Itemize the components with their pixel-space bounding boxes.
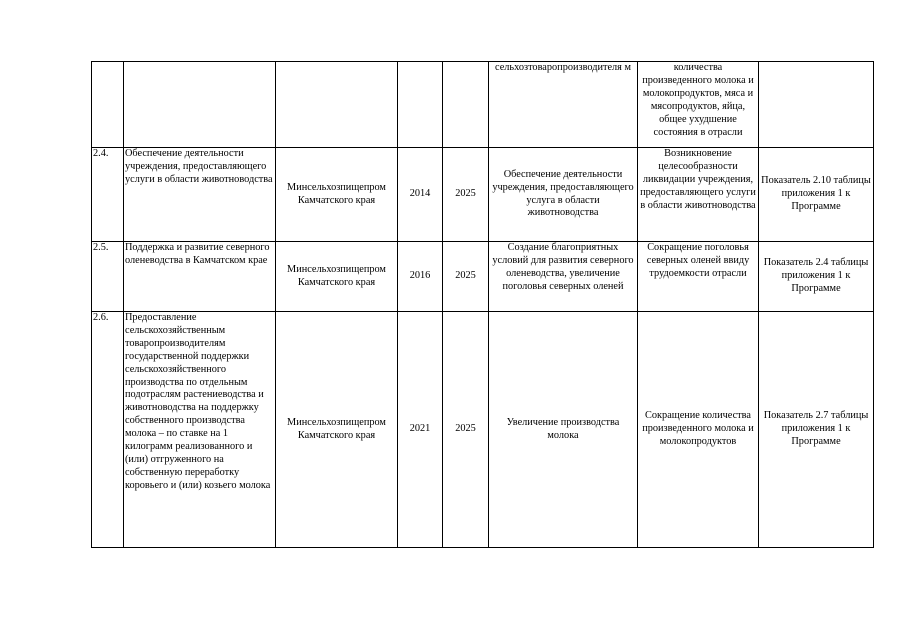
measure-name-cell: Предоставление сельскохозяйственным товаропроизводителям государственной поддержки сельскохозяйственного производства по отдельным подотраслям растениеводства и животноводства на поддержку собственного производства молока – по ставке на 1 килограмм реализованного и (или) отгруженного на собственную переработку коровьего и (или) козьего молока	[124, 312, 276, 548]
consequence-cell: Сокращение количества произведенного молока и молокопродуктов	[638, 312, 759, 548]
row-number-cell: 2.4.	[92, 148, 124, 242]
table-row	[92, 62, 874, 148]
measure-name-cell: Поддержка и развитие северного оленеводства в Камчатском крае	[124, 242, 276, 312]
table-row	[92, 312, 874, 548]
executor-cell: Минсельхозпищепром Камчатского края	[276, 242, 398, 312]
measure-name-cell: Обеспечение деятельности учреждения, предоставляющего услуги в области животноводства	[124, 148, 276, 242]
indicator-cell	[759, 62, 874, 148]
end-year-cell: 2025	[443, 312, 489, 548]
table-row	[92, 242, 874, 312]
executor-cell	[276, 62, 398, 148]
executor-cell: Минсельхозпищепром Камчатского края	[276, 312, 398, 548]
expected-result-cell: Увеличение производства молока	[489, 312, 638, 548]
start-year-cell: 2021	[398, 312, 443, 548]
end-year-cell	[443, 62, 489, 148]
expected-result-cell: Создание благоприятных условий для развития северного оленеводства, увеличение поголовья северных оленей	[489, 242, 638, 312]
end-year-cell: 2025	[443, 242, 489, 312]
consequence-cell: количества произведенного молока и молокопродуктов, мяса и мясопродуктов, яйца, общее ухудшение состояния в отрасли	[638, 62, 759, 148]
start-year-cell: 2016	[398, 242, 443, 312]
consequence-cell: Возникновение целесообразности ликвидации учреждения, предоставляющего услуги в области животноводства	[638, 148, 759, 242]
indicator-cell: Показатель 2.7 таблицы приложения 1 к Программе	[759, 312, 874, 548]
consequence-cell: Сокращение поголовья северных оленей ввиду трудоемкости отрасли	[638, 242, 759, 312]
start-year-cell: 2014	[398, 148, 443, 242]
row-number-cell: 2.6.	[92, 312, 124, 548]
end-year-cell: 2025	[443, 148, 489, 242]
indicator-cell: Показатель 2.4 таблицы приложения 1 к Программе	[759, 242, 874, 312]
table-row	[92, 148, 874, 242]
row-number-cell: 2.5.	[92, 242, 124, 312]
expected-result-cell: Обеспечение деятельности учреждения, предоставляющего услуга в области животноводства	[489, 148, 638, 242]
expected-result-cell: сельхозтоваропроизводителя м	[489, 62, 638, 148]
program-measures-table	[91, 61, 874, 548]
row-number-cell	[92, 62, 124, 148]
executor-cell: Минсельхозпищепром Камчатского края	[276, 148, 398, 242]
indicator-cell: Показатель 2.10 таблицы приложения 1 к Программе	[759, 148, 874, 242]
measure-name-cell	[124, 62, 276, 148]
start-year-cell	[398, 62, 443, 148]
